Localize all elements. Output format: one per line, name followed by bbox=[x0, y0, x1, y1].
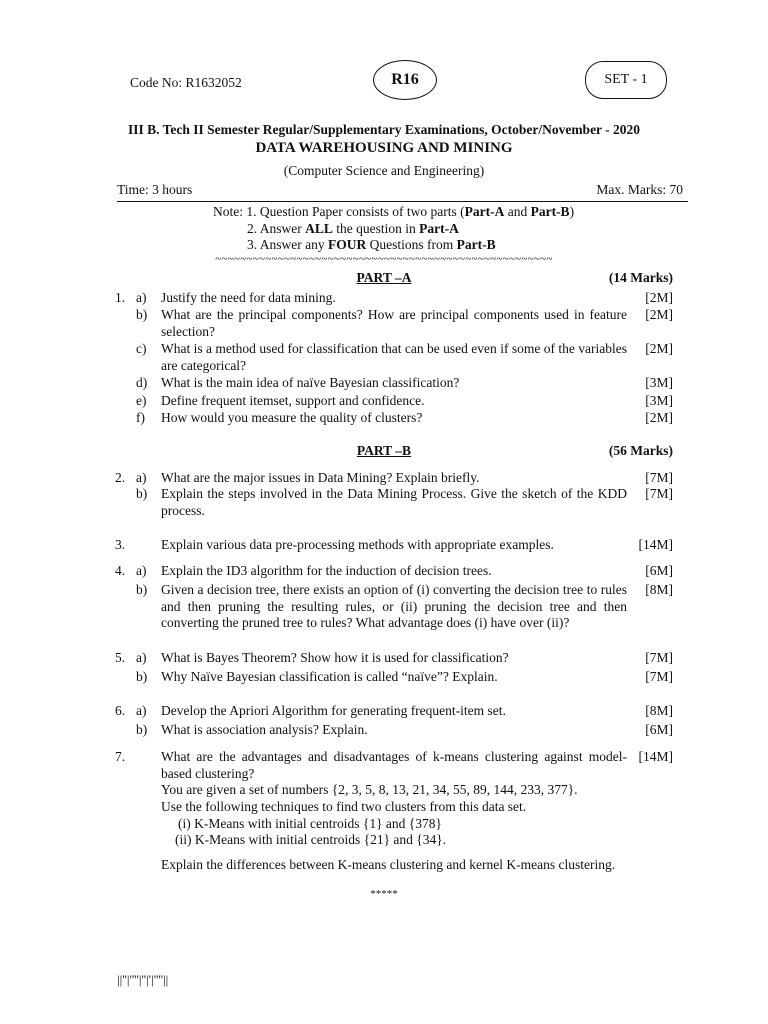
q1e-marks: [3M] bbox=[645, 393, 673, 408]
note-3-part-b: Part-B bbox=[456, 237, 496, 252]
q1f-marks: [2M] bbox=[645, 410, 673, 425]
q1e-text: Define frequent itemset, support and confidence. bbox=[161, 393, 425, 408]
question-2-number: 2. bbox=[115, 470, 126, 485]
end-stars: ***** bbox=[370, 888, 398, 900]
branch-label: (Computer Science and Engineering) bbox=[283, 163, 485, 178]
q1a-text: Justify the need for data mining. bbox=[161, 290, 336, 305]
note-line-2 bbox=[213, 221, 574, 238]
exam-title: III B. Tech II Semester Regular/Supplementary Examinations, October/November - 2020 bbox=[127, 122, 641, 137]
header-rule bbox=[117, 201, 688, 202]
subject-title: DATA WAREHOUSING AND MINING bbox=[255, 140, 513, 156]
q7-text-5: (ii) K-Means with initial centroids {21} and {34}. bbox=[175, 832, 447, 847]
tilde-separator: ~~~~~~~~~~~~~~~~~~~~~~~~~~~~~~~~~~~~~~~~~~~~~~~~~~~~~~ bbox=[215, 253, 553, 265]
note-2-part-a: Part-A bbox=[419, 220, 459, 236]
q4a-label: a) bbox=[136, 563, 147, 578]
q1b-label: b) bbox=[136, 307, 148, 322]
regulation-badge bbox=[373, 60, 437, 100]
question-1-number: 1. bbox=[115, 290, 126, 305]
q4b-label: b) bbox=[136, 582, 148, 597]
q6b-label: b) bbox=[136, 722, 148, 737]
note-2-all: ALL bbox=[305, 220, 333, 236]
q1b-text: What are the principal components? How are principal components used in feature selection? bbox=[161, 307, 627, 339]
q6a-marks: [8M] bbox=[645, 703, 673, 718]
q1f-label: f) bbox=[136, 410, 145, 425]
code-number: Code No: R1632052 bbox=[130, 75, 242, 90]
note-3-four: FOUR bbox=[328, 237, 367, 252]
question-5-number: 5. bbox=[115, 650, 126, 665]
note-1-and: and bbox=[504, 204, 531, 219]
q5b-text: Why Naïve Bayesian classification is called “naïve”? Explain. bbox=[161, 669, 498, 684]
q1d-text: What is the main idea of naïve Bayesian classification? bbox=[161, 375, 460, 390]
note-2-mid: the question in bbox=[332, 220, 420, 236]
q2b-marks: [7M] bbox=[645, 486, 673, 501]
q1c-text: What is a method used for classification that can be used even if some of the variables are categorical? bbox=[161, 341, 627, 373]
regulation-label: R16 bbox=[391, 71, 419, 88]
part-a-title: PART –A bbox=[356, 270, 412, 285]
q5a-marks: [7M] bbox=[645, 650, 673, 665]
q4a-text: Explain the ID3 algorithm for the induction of decision trees. bbox=[161, 563, 492, 578]
q3-text: Explain various data pre-processing methods with appropriate examples. bbox=[161, 537, 554, 552]
q5b-label: b) bbox=[136, 669, 148, 684]
q1c-label: c) bbox=[136, 341, 147, 356]
note-1-part-a: Part-A bbox=[464, 204, 505, 219]
note-2-text: 2. Answer bbox=[247, 220, 306, 236]
q6b-text: What is association analysis? Explain. bbox=[161, 722, 368, 737]
q2b-text: Explain the steps involved in the Data Mining Process. Give the sketch of the KDD process. bbox=[161, 486, 627, 518]
set-badge bbox=[585, 61, 667, 99]
note-3-text: 3. Answer any bbox=[247, 237, 328, 252]
part-a-marks: (14 Marks) bbox=[608, 270, 673, 285]
q1e-label: e) bbox=[136, 393, 147, 408]
q2a-label: a) bbox=[136, 470, 147, 485]
note-line-3 bbox=[213, 237, 574, 254]
q1b-marks: [2M] bbox=[645, 307, 673, 322]
q2a-marks: [7M] bbox=[645, 470, 673, 485]
q7-text-3: Use the following techniques to find two clusters from this data set. bbox=[161, 799, 527, 814]
question-6-number: 6. bbox=[115, 703, 126, 718]
instructions-note bbox=[213, 204, 574, 254]
set-label: SET - 1 bbox=[604, 72, 648, 87]
q5a-label: a) bbox=[136, 650, 147, 665]
q1f-text: How would you measure the quality of clusters? bbox=[161, 410, 423, 425]
q2a-text: What are the major issues in Data Mining? Explain briefly. bbox=[161, 470, 480, 485]
max-marks-label: Max. Marks: 70 bbox=[596, 182, 683, 197]
time-label: Time: 3 hours bbox=[117, 182, 193, 197]
question-4-number: 4. bbox=[115, 563, 126, 578]
q1d-label: d) bbox=[136, 375, 148, 390]
q6b-marks: [6M] bbox=[645, 722, 673, 737]
q4b-text: Given a decision tree, there exists an option of (i) converting the decision tree to rules and then pruning the resulting rules, or (ii) pruning the decision tree and then converting the pruned tree to rules? What advantage does (i) have over (ii)? bbox=[161, 582, 627, 630]
q6a-label: a) bbox=[136, 703, 147, 718]
note-3-mid: Questions from bbox=[366, 237, 457, 252]
question-7-number: 7. bbox=[115, 749, 126, 764]
note-1-close: ) bbox=[569, 204, 575, 219]
question-3-number: 3. bbox=[115, 537, 126, 552]
q7-text-6: Explain the differences between K-means clustering and kernel K-means clustering. bbox=[161, 857, 616, 872]
q5b-marks: [7M] bbox=[645, 669, 673, 684]
q4b-marks: [8M] bbox=[645, 582, 673, 597]
q5a-text: What is Bayes Theorem? Show how it is used for classification? bbox=[161, 650, 509, 665]
part-b-title: PART –B bbox=[356, 443, 412, 458]
q3-marks: [14M] bbox=[638, 537, 673, 552]
barcode-glyph: ||''|''''|''|'|''''|| bbox=[117, 972, 169, 987]
q7-marks: [14M] bbox=[638, 749, 673, 764]
note-1-part-b: Part-B bbox=[530, 204, 570, 219]
part-b-marks: (56 Marks) bbox=[608, 443, 673, 458]
q2b-label: b) bbox=[136, 486, 148, 501]
q7-text-4: (i) K-Means with initial centroids {1} and {378} bbox=[178, 816, 442, 831]
q7-text-1: What are the advantages and disadvantages of k-means clustering against model-based clustering? bbox=[161, 749, 627, 781]
q1c-marks: [2M] bbox=[645, 341, 673, 356]
q1d-marks: [3M] bbox=[645, 375, 673, 390]
q1a-marks: [2M] bbox=[645, 290, 673, 305]
note-line-1 bbox=[213, 204, 574, 221]
note-1-text: Note: 1. Question Paper consists of two parts ( bbox=[213, 204, 465, 219]
q1a-label: a) bbox=[136, 290, 147, 305]
q7-text-2: You are given a set of numbers {2, 3, 5, 8, 13, 21, 34, 55, 89, 144, 233, 377}. bbox=[161, 782, 578, 797]
q4a-marks: [6M] bbox=[645, 563, 673, 578]
q6a-text: Develop the Apriori Algorithm for generating frequent-item set. bbox=[161, 703, 506, 718]
